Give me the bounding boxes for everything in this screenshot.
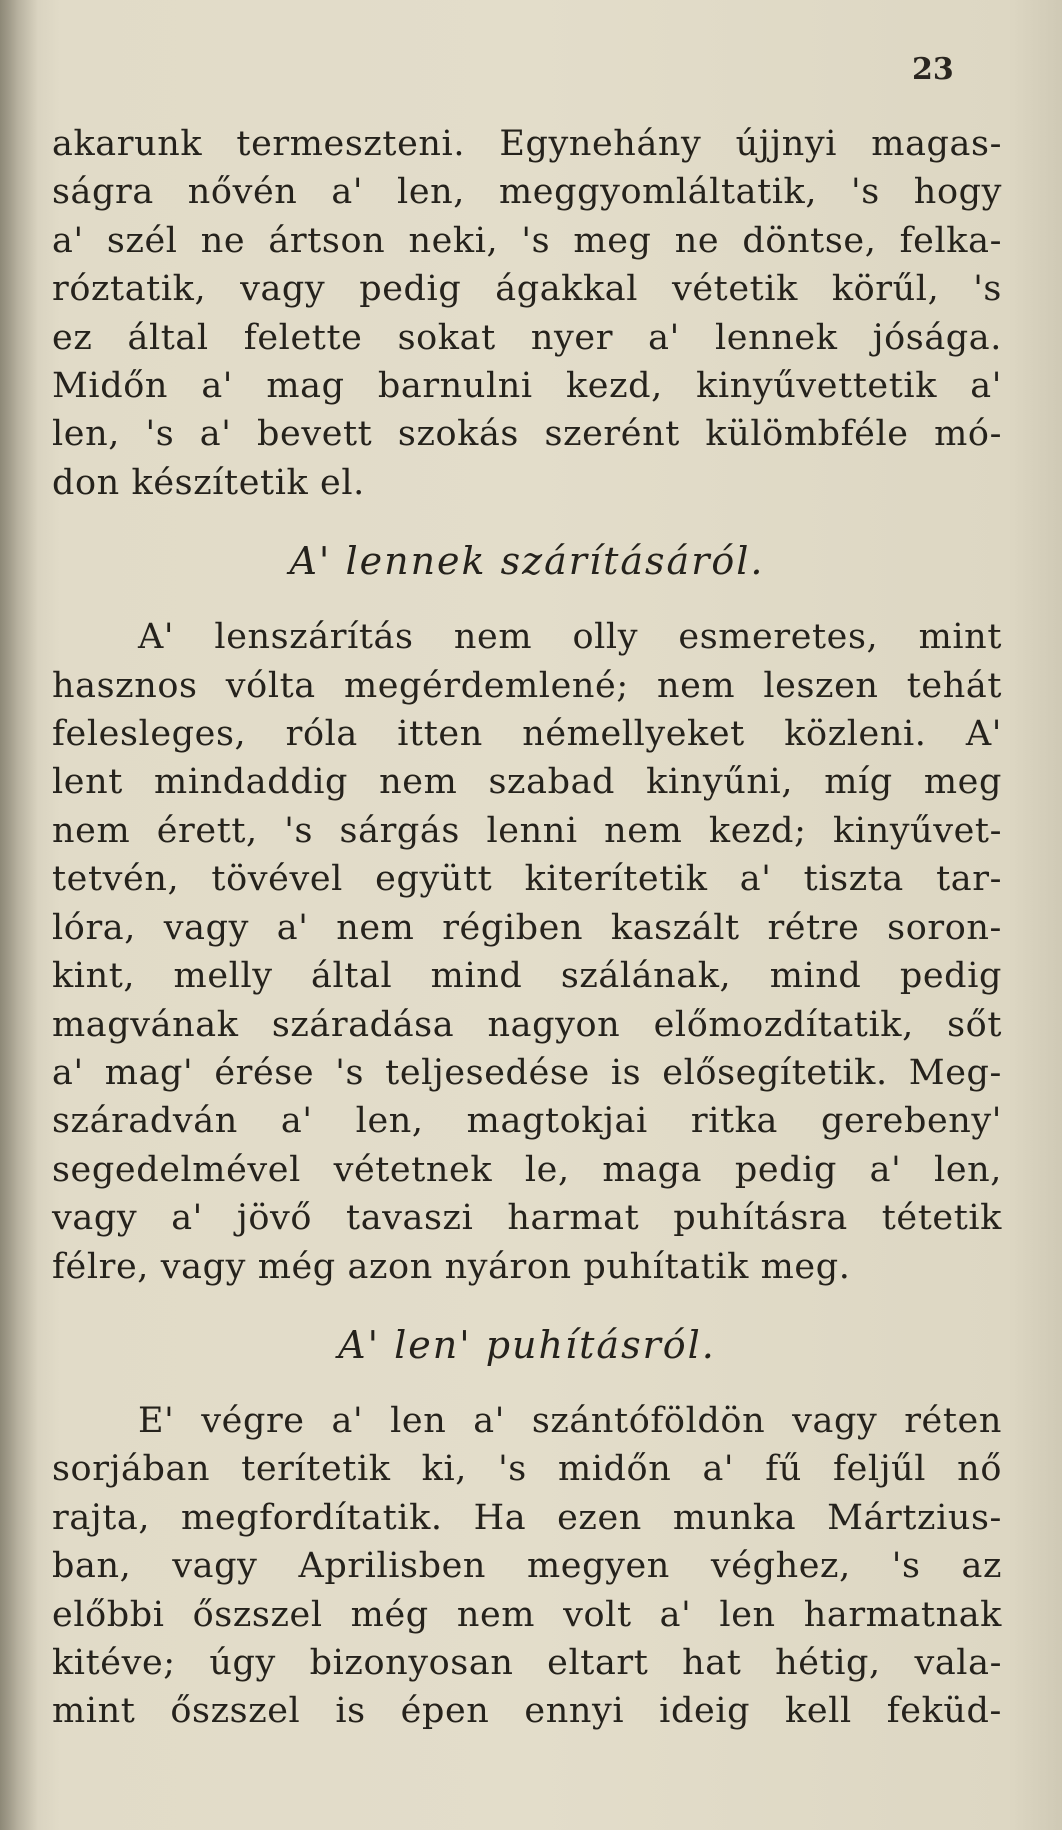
section-heading-drying: A' lennek szárításáról. xyxy=(289,539,765,584)
paragraph-flax-drying xyxy=(52,613,1002,1291)
text-line: a' szél ne ártson neki, 's meg ne döntse, felka- xyxy=(52,220,1002,261)
text-line: akarunk termeszteni. Egynehány újjnyi magas- xyxy=(52,124,1002,164)
text-line: előbbi őszszel még nem volt a' len harmatnak xyxy=(52,1594,1002,1635)
section-heading-retting: A' len' puhításról. xyxy=(338,1322,716,1367)
text-line: rajta, megfordítatik. Ha ezen munka Mártzius- xyxy=(52,1497,1002,1538)
text-line: A' lenszárítás nem olly esmeretes, mint xyxy=(138,617,1002,658)
text-line: lent mindaddig nem szabad kinyűni, míg meg xyxy=(52,762,1002,803)
text-line: ságra nővén a' len, meggyomláltatik, 's hogy xyxy=(52,172,1002,213)
text-line: felesleges, róla itten némellyeket közleni. A' xyxy=(52,714,1002,755)
text-line: magvának száradása nagyon előmozdítatik, sőt xyxy=(52,1004,1002,1045)
text-line: lóra, vagy a' nem régiben kaszált rétre soron- xyxy=(52,907,1002,948)
page-number: 23 xyxy=(912,52,954,87)
text-line: száradván a' len, magtokjai ritka gerebeny' xyxy=(52,1101,1002,1142)
text-line: vagy a' jövő tavaszi harmat puhításra tétetik xyxy=(52,1198,1002,1239)
text-line: E' végre a' len a' szántóföldön vagy réten xyxy=(138,1400,1002,1441)
text-line: kitéve; úgy bizonyosan eltart hat hétig, vala- xyxy=(52,1642,1002,1683)
text-line: Midőn a' mag barnulni kezd, kinyűvettetik a' xyxy=(52,366,1002,407)
gutter-shadow xyxy=(0,0,38,1830)
text-line: ban, vagy Aprilisben megyen véghez, 's az xyxy=(52,1546,1002,1587)
paragraph-flax-growing xyxy=(52,120,1002,507)
text-line: sorjában terítetik ki, 's midőn a' fű feljűl nő xyxy=(52,1449,1002,1490)
page-body xyxy=(52,120,1002,1736)
text-line: ez által felette sokat nyer a' lennek jósága. xyxy=(52,317,1002,358)
text-line: don készítetik el. xyxy=(52,462,365,503)
text-line: nem érett, 's sárgás lenni nem kezd; kinyűvet- xyxy=(52,810,1002,851)
paragraph-flax-retting xyxy=(52,1397,1002,1736)
text-line: segedelmével vétetnek le, maga pedig a' len, xyxy=(52,1149,1002,1190)
text-line: félre, vagy még azon nyáron puhítatik meg. xyxy=(52,1246,851,1287)
text-line: len, 's a' bevett szokás szerént külömbféle mó- xyxy=(52,414,1002,455)
text-line: kint, melly által mind szálának, mind pedig xyxy=(52,956,1002,997)
text-line: tetvén, tövével együtt kiterítetik a' tiszta tar- xyxy=(52,859,1002,900)
text-line: a' mag' érése 's teljesedése is elősegítetik. Meg- xyxy=(52,1052,1002,1093)
text-line: róztatik, vagy pedig ágakkal vétetik körűl, 's xyxy=(52,269,1002,310)
text-line: mint őszszel is épen ennyi ideig kell feküd- xyxy=(52,1691,1002,1732)
text-line: hasznos vólta megérdemlené; nem leszen tehát xyxy=(52,665,1002,706)
